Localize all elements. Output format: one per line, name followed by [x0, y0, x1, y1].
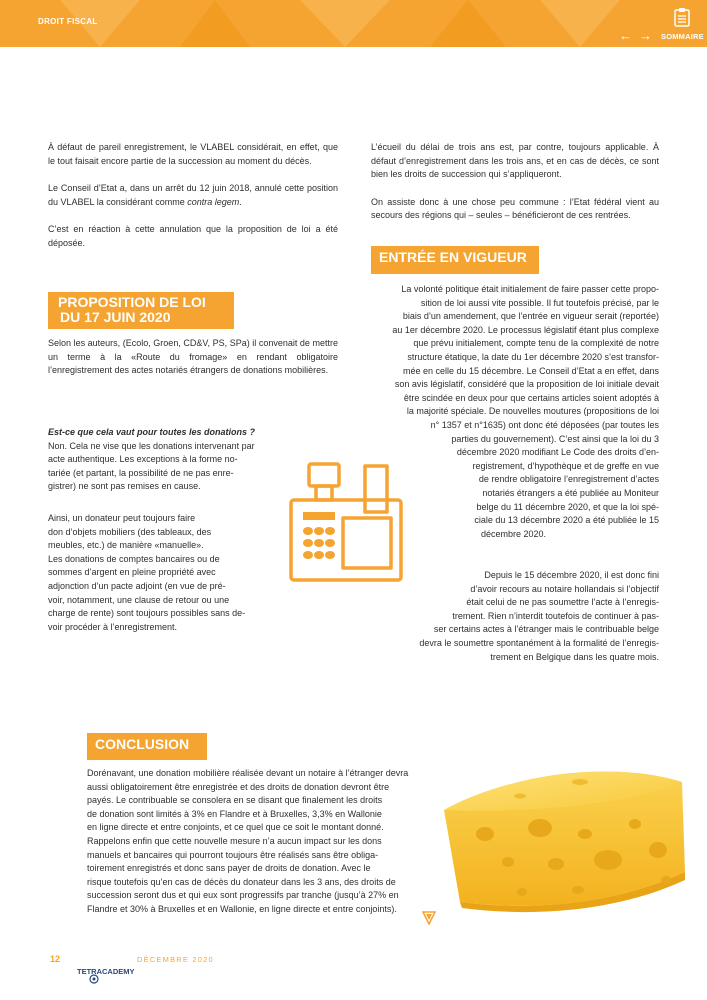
- right-final: [371, 569, 659, 664]
- body-line: être scindée en deux pour que certains articles soient adoptés à: [403, 392, 659, 403]
- body-line: décembre 2020 modifiant Le Code des droits d’en-: [456, 447, 659, 458]
- example-line: sommes d’argent en pleine propriété avec: [48, 567, 216, 578]
- example-line: Ainsi, un donateur peut toujours faire: [48, 513, 196, 523]
- body-line: parties du gouvernement). C’est ainsi que la loi du 3: [451, 433, 659, 444]
- summary-link[interactable]: SOMMAIRE: [661, 32, 704, 41]
- answer-line: Non. Cela ne vise que les donations intervenant par: [48, 440, 255, 451]
- page-header: [0, 0, 707, 47]
- body-line: de rendre obligatoire l’enregistrement d’actes: [478, 474, 659, 485]
- header-pattern: [300, 0, 390, 47]
- heading-proposition: [48, 292, 234, 329]
- heading-entree: [371, 246, 539, 274]
- left-intro: [48, 141, 338, 251]
- conclusion-line: payés. Le contribuable se consolera en se disant que finalement les droits: [87, 795, 383, 806]
- conclusion-line: risque toutefois qu’en cas de décès du donateur dans les 3 ans, des droits de: [87, 876, 396, 887]
- conclusion-line: en ligne directe et entre conjoints, et ce quel que ce soit le montant donné.: [87, 822, 384, 833]
- header-pattern: [540, 0, 620, 47]
- final-line: trement en Belgique dans les quatre mois.: [490, 651, 659, 662]
- body-line: La volonté politique était initialement de faire passer cette propo-: [401, 284, 659, 294]
- body-line: belge du 11 décembre 2020, et que la loi spé-: [476, 501, 659, 512]
- body-line: son avis législatif, considéré que la proposition de loi initiale devait: [394, 379, 659, 390]
- paragraph-text: Le Conseil d’Etat a, dans un arrêt du 12 juin 2018, annulé cette position du VLABEL la considérant comme: [48, 183, 338, 207]
- example-line: charge de rente) sont toujours possibles sans de-: [48, 608, 246, 619]
- heading-line: DU 17 JUIN 2020: [60, 309, 171, 325]
- example-line: don d’objets mobiliers (des tableaux, des: [48, 526, 212, 537]
- end-mark-icon: [422, 911, 436, 925]
- left-body: [48, 337, 338, 378]
- heading-conclusion: [87, 733, 207, 760]
- body-line: registrement, d’hypothèque et de greffe en vue: [472, 460, 659, 471]
- final-line: était celui de ne pas soumettre l’acte à l’enregis-: [466, 597, 659, 608]
- conclusion-line: de donation sont limités à 3% en Flandre et à Bruxelles, 3,3% en Wallonie: [87, 808, 382, 819]
- tetracademy-logo: [77, 964, 147, 986]
- body-line: notariés étrangers a été publiée au Moniteur: [482, 487, 659, 498]
- page-number: 12: [50, 954, 61, 964]
- paragraph-text: .: [239, 196, 242, 207]
- body-line: structure étatique, la date du 1er décembre 2020 s’est transfor-: [407, 351, 659, 362]
- body-line: biais d’un amendement, que l’entrée en vigueur serait (reportée): [402, 311, 659, 322]
- paragraph: À défaut de pareil enregistrement, le VLABEL considérait, en effet, que le tout faisait encore partie de la succession au moment du décès.: [48, 142, 338, 166]
- conclusion-line: Flandre et 30% à Bruxelles et en Wallonie, en ligne directe et entre conjoints).: [87, 903, 397, 914]
- conclusion-line: manuels et bancaires qui pourront toujours être réalisés sans être obliga-: [87, 849, 379, 860]
- final-line: trement. Rien n’interdit toutefois de continuer à pas-: [452, 610, 659, 621]
- heading-line: CONCLUSION: [95, 736, 190, 752]
- conclusion-line: toirement enregistrés et donc sans payer de droits de donation. Avec le: [87, 863, 371, 874]
- header-pattern: [180, 0, 250, 47]
- example-line: meubles, etc.) de manière «manuelle».: [48, 540, 204, 551]
- right-intro: [371, 141, 659, 223]
- cheese-illustration: [430, 752, 692, 914]
- conclusion-line: Dorénavant, une donation mobilière réalisée devant un notaire à l’étranger devra: [87, 768, 409, 778]
- right-body: [371, 283, 659, 541]
- section-label: DROIT FISCAL: [38, 17, 98, 26]
- example-line: voir procéder à l’enregistrement.: [48, 621, 178, 632]
- body-line: mée en celle du 15 décembre. Le Conseil d’Etat a en effet, dans: [403, 365, 659, 376]
- body-line: ciale du 13 décembre 2020 a été publiée le 15: [474, 515, 659, 526]
- next-page-arrow-icon[interactable]: →: [639, 28, 652, 43]
- body-line: la majorité spéciale. De nouvelles moutures (propositions de loi: [406, 406, 659, 417]
- heading-line: ENTRÉE EN VIGUEUR: [379, 249, 527, 265]
- header-pattern: [430, 0, 506, 47]
- paragraph: Selon les auteurs, (Ecolo, Groen, CD&V, PS, SPa) il convenait de mettre un terme à la «Route du fromage» en rendant obligatoire l’enregistrement des actes notariés étrangers de donations mobilières.: [48, 338, 338, 376]
- left-qa: [48, 426, 288, 494]
- paragraph: C’est en réaction à cette annulation que la proposition de loi a été déposée.: [48, 224, 338, 248]
- paragraph: [48, 182, 338, 209]
- clipboard-icon[interactable]: [673, 7, 691, 27]
- body-line: n° 1357 et n°1635) ont donc été déposées (par toutes les: [430, 419, 659, 430]
- body-line: sition de loi aussi vite possible. Il fut toutefois précisé, par le: [420, 297, 659, 308]
- conclusion-line: Rappelons enfin que cette nouvelle mesure n’a aucun impact sur les dons: [87, 835, 382, 846]
- final-line: Depuis le 15 décembre 2020, il est donc fini: [484, 570, 659, 580]
- answer-line: acte authentique. Les exceptions à la forme no-: [48, 454, 238, 465]
- latin-term: contra legem: [187, 196, 240, 207]
- answer-line: tariée (et partant, la possibilité de ne pas enre-: [48, 467, 234, 478]
- question: Est-ce que cela vaut pour toutes les donations ?: [48, 427, 256, 437]
- conclusion-line: aussi obligatoirement être enregistrée et des droits de donation devront être: [87, 781, 390, 792]
- svg-text:TETRACADEMY: TETRACADEMY: [77, 967, 135, 976]
- answer-line: gistrer) ne sont pas remises en cause.: [48, 481, 201, 492]
- left-example: [48, 512, 273, 634]
- example-line: voir, notamment, une clause de retour ou une: [48, 594, 230, 605]
- previous-page-arrow-icon[interactable]: ←: [619, 28, 632, 43]
- example-line: adjonction d’un pacte adjoint (en vue de pré-: [48, 580, 226, 591]
- paragraph: L’écueil du délai de trois ans est, par contre, toujours applicable. À défaut d’enregistrement dans les trois ans, et en cas de décès, ce sont bien les droits de succession qui s’appliqueront.: [371, 142, 659, 180]
- final-line: ser certains actes à l’étranger mais le contribuable belge: [433, 624, 659, 635]
- final-line: d’avoir recours au notaire hollandais si l’objectif: [470, 583, 659, 594]
- paragraph: On assiste donc à une chose peu commune : l’Etat fédéral vient au secours des régions qui – seules – bénéficieront de ces rentrées.: [371, 196, 659, 221]
- header-nav: [619, 6, 704, 44]
- example-line: Les donations de comptes bancaires ou de: [48, 553, 220, 564]
- body-line: décembre 2020.: [481, 528, 547, 539]
- conclusion-line: succession seront dus et qui eux sont progressifs par tranche (jusqu’à 27% en: [87, 890, 399, 901]
- issue-date: DÉCEMBRE 2020: [137, 955, 214, 964]
- body-line: au 1er décembre 2020. Le processus législatif étant plus complexe: [392, 324, 659, 335]
- final-line: devra le soumettre spontanément à la formalité de l’enregis-: [419, 637, 659, 648]
- heading-line: PROPOSITION DE LOI: [58, 294, 206, 310]
- conclusion-body: [87, 767, 437, 917]
- body-line: que prévu initialement, compte tenu de la complexité de notre: [413, 338, 659, 349]
